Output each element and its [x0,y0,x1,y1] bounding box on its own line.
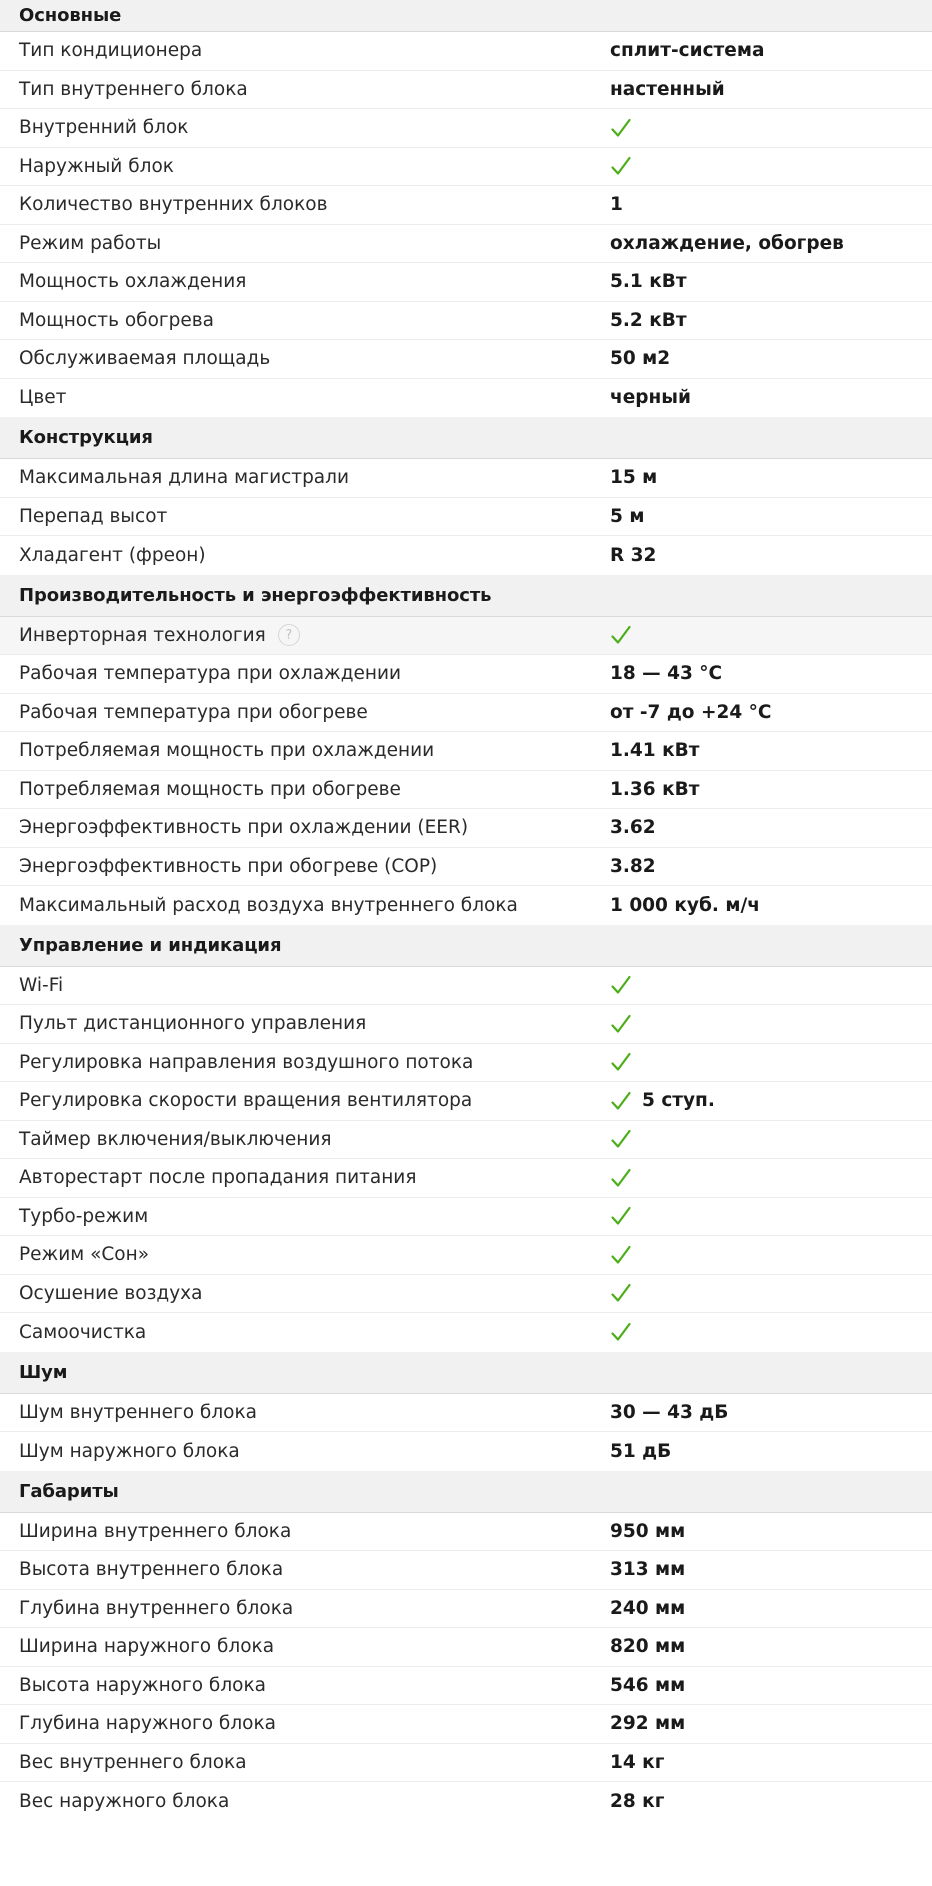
spec-name: Обслуживаемая площадь [19,348,271,370]
spec-value: настенный [610,78,725,100]
spec-name-cell [0,1322,610,1343]
spec-value: от -7 до +24 °C [610,701,772,723]
spec-name-cell [0,740,610,761]
spec-name: Wi-Fi [19,974,64,996]
spec-row [0,1782,932,1821]
section-rows [0,459,932,575]
spec-row [0,1628,932,1667]
spec-row [0,771,932,810]
spec-value: 5.1 кВт [610,271,687,293]
spec-name-cell [0,233,610,254]
spec-name: Регулировка скорости вращения вентилятора [19,1090,473,1112]
spec-name: Максимальный расход воздуха внутреннего блока [19,894,518,916]
spec-name: Цвет [19,387,67,409]
spec-name: Ширина наружного блока [19,1636,275,1658]
spec-name-cell [0,624,610,646]
spec-name-cell [0,545,610,566]
section-rows [0,617,932,925]
spec-value-cell [610,624,932,646]
spec-row [0,186,932,225]
spec-value-cell [610,310,932,331]
spec-value-cell [610,1013,932,1035]
spec-name-cell [0,1752,610,1773]
spec-name: Шум наружного блока [19,1440,240,1462]
spec-value-cell [610,856,932,877]
spec-row [0,379,932,418]
spec-row [0,1005,932,1044]
spec-name-cell [0,702,610,723]
spec-name: Энергоэффективность при обогреве (COP) [19,855,438,877]
spec-name-cell [0,856,610,877]
spec-row [0,694,932,733]
spec-name: Мощность обогрева [19,309,214,331]
spec-row [0,1159,932,1198]
section-header: Габариты [0,1471,932,1513]
spec-value-cell [610,1167,932,1189]
section-header: Конструкция [0,417,932,459]
spec-name: Инверторная технология [19,624,266,646]
spec-value-cell [610,779,932,800]
spec-value-cell [610,1636,932,1657]
spec-value-cell [610,702,932,723]
help-icon[interactable]: ? [278,624,300,646]
spec-value: 3.82 [610,855,656,877]
spec-row [0,225,932,264]
spec-name-cell [0,348,610,369]
spec-name-cell [0,506,610,527]
spec-value-cell [610,467,932,488]
spec-name-cell [0,1052,610,1073]
spec-name-cell [0,117,610,138]
spec-value: 51 дБ [610,1440,672,1462]
spec-value: 14 кг [610,1751,665,1773]
section-header: Шум [0,1352,932,1394]
checkmark-icon [610,1244,632,1266]
spec-name-cell [0,467,610,488]
spec-value-cell [610,79,932,100]
spec-name-cell [0,1244,610,1265]
spec-value-cell [610,895,932,916]
spec-name: Вес внутреннего блока [19,1751,247,1773]
spec-value-cell [610,1521,932,1542]
spec-value-cell [610,1205,932,1227]
spec-value: 313 мм [610,1559,686,1581]
spec-value: 18 — 43 °C [610,663,723,685]
spec-name: Рабочая температура при охлаждении [19,663,402,685]
spec-row [0,1667,932,1706]
spec-row [0,340,932,379]
spec-value: черный [610,387,691,409]
spec-value-cell [610,1282,932,1304]
spec-value-cell [610,663,932,684]
spec-value: 546 мм [610,1674,686,1696]
spec-name-cell [0,156,610,177]
section-rows [0,1394,932,1471]
spec-value: 1.36 кВт [610,778,700,800]
spec-name: Вес наружного блока [19,1790,230,1812]
spec-name-cell [0,79,610,100]
spec-name-cell [0,779,610,800]
spec-name: Режим работы [19,232,162,254]
spec-value-cell [610,1752,932,1773]
spec-name: Мощность охлаждения [19,271,247,293]
spec-name: Самоочистка [19,1321,147,1343]
section-header: Основные [0,0,932,32]
spec-row [0,459,932,498]
spec-name: Глубина внутреннего блока [19,1597,294,1619]
spec-name: Внутренний блок [19,117,189,139]
spec-value-cell [610,1402,932,1423]
spec-row [0,1551,932,1590]
spec-name: Энергоэффективность при охлаждении (EER) [19,817,469,839]
spec-row [0,1705,932,1744]
spec-name-cell [0,310,610,331]
spec-row [0,1121,932,1160]
spec-name-cell [0,387,610,408]
spec-value: 5 м [610,505,645,527]
spec-value: сплит-система [610,40,765,62]
spec-name: Таймер включения/выключения [19,1128,332,1150]
checkmark-icon [610,1282,632,1304]
spec-value: 950 мм [610,1520,686,1542]
spec-name: Рабочая температура при обогреве [19,701,368,723]
spec-name-cell [0,1675,610,1696]
spec-value-cell [610,1128,932,1150]
spec-row [0,809,932,848]
spec-value-cell [610,1090,932,1112]
spec-value-cell [610,1675,932,1696]
checkmark-icon [610,155,632,177]
spec-name: Максимальная длина магистрали [19,467,349,489]
spec-name: Высота внутреннего блока [19,1559,284,1581]
spec-name: Ширина внутреннего блока [19,1520,292,1542]
spec-name: Высота наружного блока [19,1674,266,1696]
spec-name: Осушение воздуха [19,1282,203,1304]
spec-row [0,109,932,148]
checkmark-icon [610,1128,632,1150]
spec-name-cell [0,1598,610,1619]
spec-row [0,1432,932,1471]
spec-name-cell [0,1521,610,1542]
spec-value: 5.2 кВт [610,309,687,331]
spec-name: Глубина наружного блока [19,1713,276,1735]
spec-name-cell [0,1206,610,1227]
spec-value: 1 [610,194,623,216]
spec-row [0,148,932,187]
spec-name-cell [0,40,610,61]
spec-row [0,1082,932,1121]
spec-value: 292 мм [610,1713,686,1735]
checkmark-icon [610,1051,632,1073]
section-rows [0,967,932,1352]
checkmark-icon [610,1167,632,1189]
spec-name-cell [0,817,610,838]
spec-name-cell [0,895,610,916]
spec-row [0,1744,932,1783]
spec-value-cell [610,545,932,566]
spec-row [0,263,932,302]
spec-value: 1.41 кВт [610,740,700,762]
checkmark-icon [610,624,632,646]
spec-name: Пульт дистанционного управления [19,1013,367,1035]
spec-row [0,1590,932,1629]
spec-row [0,498,932,537]
spec-value-extra: 5 ступ. [642,1090,715,1112]
spec-name: Турбо-режим [19,1205,149,1227]
spec-name: Шум внутреннего блока [19,1401,257,1423]
spec-row [0,1275,932,1314]
spec-name-cell [0,1090,610,1111]
spec-value-cell [610,387,932,408]
checkmark-icon [610,1090,632,1112]
section-rows [0,1513,932,1821]
checkmark-icon [610,1321,632,1343]
spec-value-cell [610,1051,932,1073]
spec-row [0,32,932,71]
spec-value: 3.62 [610,817,656,839]
spec-value: 30 — 43 дБ [610,1401,729,1423]
spec-name: Количество внутренних блоков [19,194,328,216]
spec-value-cell [610,1559,932,1580]
spec-value: охлаждение, обогрев [610,232,844,254]
spec-value: 1 000 куб. м/ч [610,894,760,916]
spec-name: Хладагент (фреон) [19,544,206,566]
spec-name-cell [0,1129,610,1150]
spec-name-cell [0,1636,610,1657]
checkmark-icon [610,974,632,996]
spec-value-cell [610,1441,932,1462]
spec-name: Регулировка направления воздушного потока [19,1051,474,1073]
spec-value-cell [610,506,932,527]
spec-value: 15 м [610,467,658,489]
spec-value-cell [610,1244,932,1266]
spec-value-cell [610,1598,932,1619]
checkmark-icon [610,1013,632,1035]
spec-row [0,617,932,656]
spec-value: 820 мм [610,1636,686,1658]
spec-name-cell [0,1167,610,1188]
spec-name: Наружный блок [19,155,174,177]
spec-value: R 32 [610,544,657,566]
spec-value-cell [610,1713,932,1734]
spec-name-cell [0,271,610,292]
spec-value-cell [610,974,932,996]
spec-name-cell [0,1441,610,1462]
spec-row [0,1044,932,1083]
spec-row [0,536,932,575]
spec-row [0,1394,932,1433]
spec-name: Тип внутреннего блока [19,78,248,100]
spec-value-cell [610,740,932,761]
spec-row [0,1236,932,1275]
spec-value: 50 м2 [610,348,671,370]
spec-name-cell [0,975,610,996]
spec-name: Перепад высот [19,505,168,527]
spec-name-cell [0,1402,610,1423]
spec-name: Авторестарт после пропадания питания [19,1167,417,1189]
spec-name: Потребляемая мощность при охлаждении [19,740,435,762]
spec-row [0,886,932,925]
spec-value-cell [610,40,932,61]
spec-name: Режим «Сон» [19,1244,150,1266]
spec-row [0,1513,932,1552]
checkmark-icon [610,1205,632,1227]
spec-value-cell [610,155,932,177]
spec-name-cell [0,1013,610,1034]
spec-row [0,732,932,771]
spec-value: 240 мм [610,1597,686,1619]
spec-row [0,1313,932,1352]
spec-name-cell [0,194,610,215]
spec-name-cell [0,1559,610,1580]
spec-row [0,848,932,887]
spec-row [0,967,932,1006]
spec-row [0,1198,932,1237]
spec-value-cell [610,271,932,292]
spec-value-cell [610,194,932,215]
spec-value-cell [610,117,932,139]
spec-value-cell [610,233,932,254]
spec-row [0,71,932,110]
checkmark-icon [610,117,632,139]
section-header: Управление и индикация [0,925,932,967]
spec-value: 28 кг [610,1790,665,1812]
spec-name-cell [0,1713,610,1734]
spec-value-cell [610,1321,932,1343]
spec-row [0,302,932,341]
spec-value-cell [610,817,932,838]
spec-value-cell [610,1791,932,1812]
spec-name-cell [0,1791,610,1812]
spec-row [0,655,932,694]
section-header: Производительность и энергоэффективность [0,575,932,617]
spec-name: Потребляемая мощность при обогреве [19,778,401,800]
spec-name-cell [0,663,610,684]
spec-name-cell [0,1283,610,1304]
spec-value-cell [610,348,932,369]
spec-name: Тип кондиционера [19,40,203,62]
section-rows [0,32,932,417]
